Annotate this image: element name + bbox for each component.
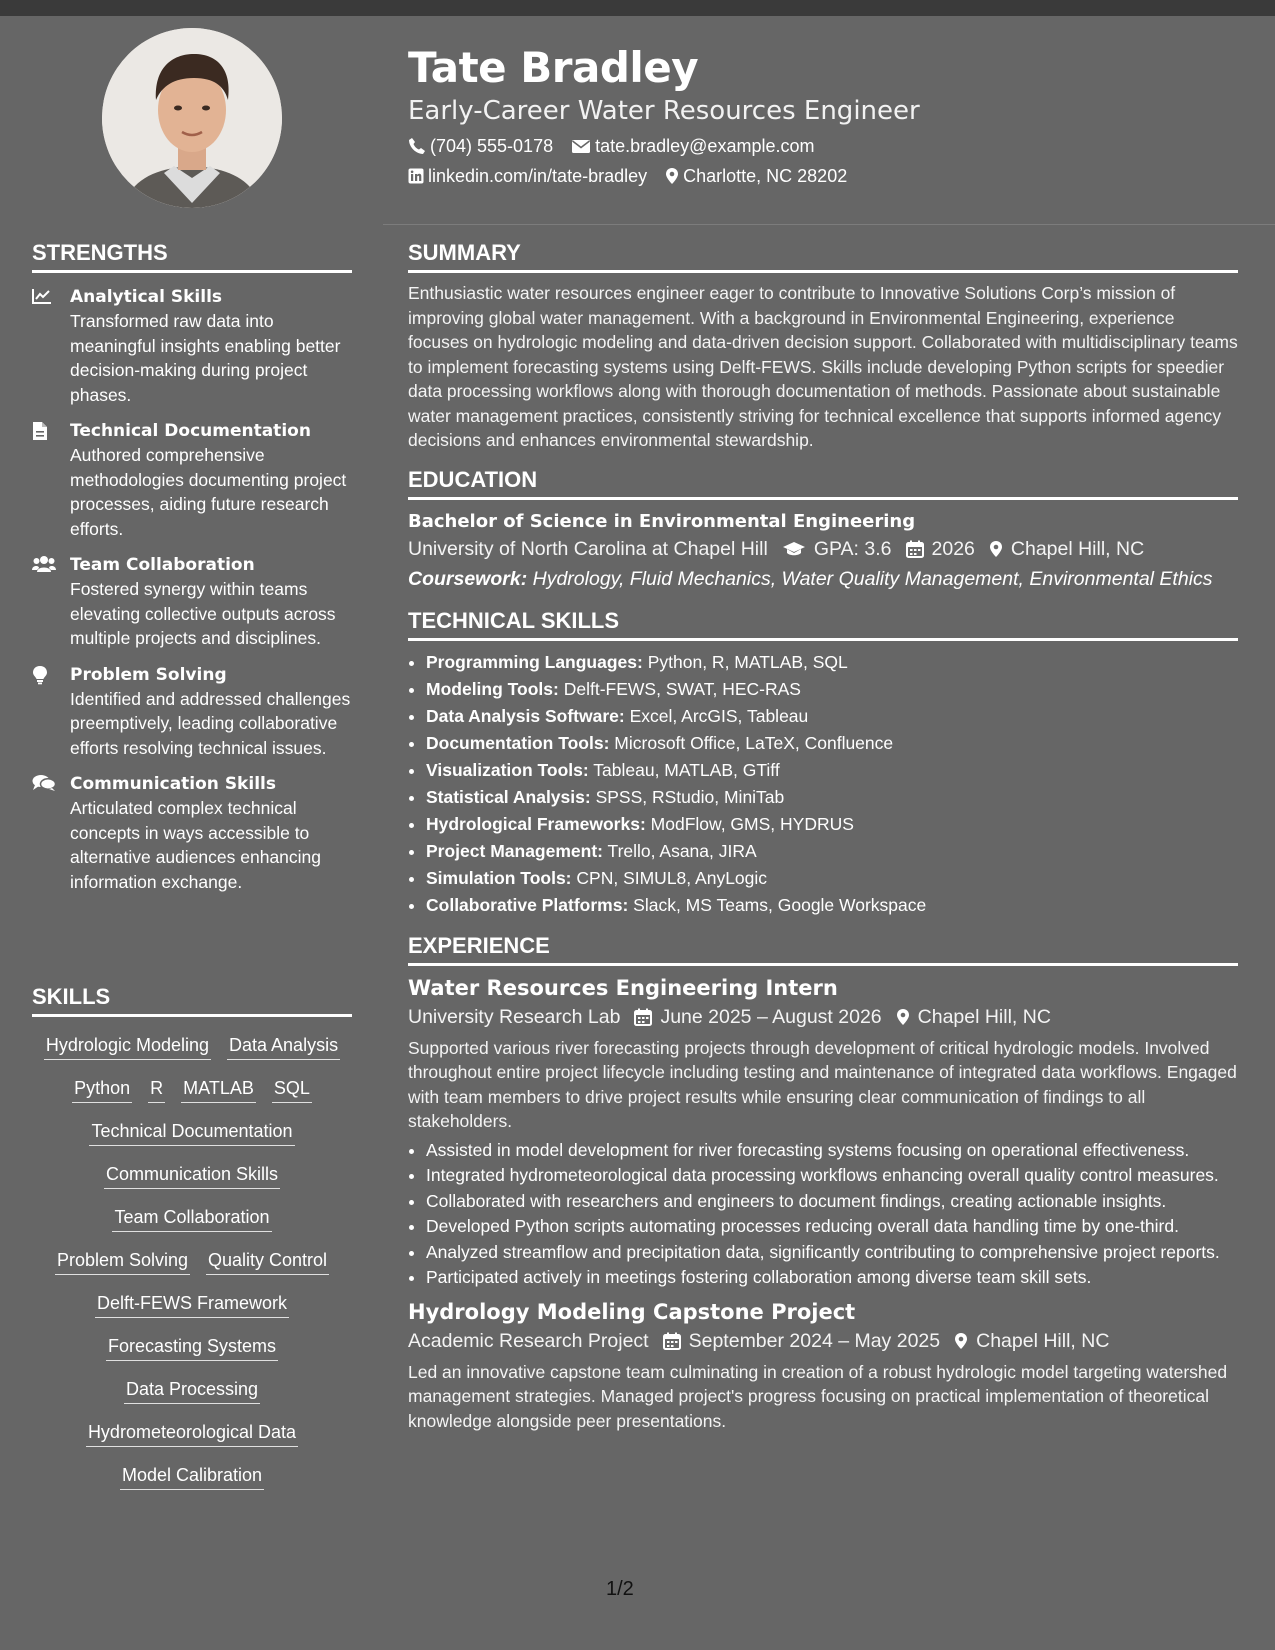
list-item: • Assisted in model development for river forecasting systems focusing on operational effectiveness. bbox=[426, 1138, 1238, 1163]
contact-phone bbox=[408, 134, 553, 158]
candidate-role: Early-Career Water Resources Engineer bbox=[408, 96, 920, 126]
skill-value: Excel, ArcGIS, Tableau bbox=[629, 705, 809, 726]
list-item bbox=[426, 757, 1238, 784]
graduation-year: 2026 bbox=[931, 537, 975, 560]
linkedin-text: linkedin.com/in/tate-bradley bbox=[428, 166, 648, 186]
calendar-icon bbox=[906, 540, 924, 558]
list-item bbox=[426, 649, 1238, 676]
document-icon bbox=[32, 419, 70, 541]
skill-label: Project Management: bbox=[426, 840, 603, 861]
strength-item bbox=[32, 663, 352, 761]
skill-chip: Forecasting Systems bbox=[106, 1334, 278, 1361]
portrait-photo bbox=[102, 28, 282, 208]
strength-item bbox=[32, 285, 352, 407]
list-item bbox=[426, 865, 1238, 892]
strength-title: Problem Solving bbox=[70, 664, 227, 685]
strength-item bbox=[32, 553, 352, 651]
education-section bbox=[408, 467, 1238, 594]
job-org: Academic Research Project bbox=[408, 1329, 649, 1352]
strength-desc: Fostered synergy within teams elevating collective outputs across multiple projects and disciplines. bbox=[70, 579, 336, 648]
users-icon bbox=[32, 553, 70, 651]
contact-location bbox=[665, 164, 847, 188]
skills-section bbox=[32, 984, 352, 1498]
strength-title: Communication Skills bbox=[70, 774, 276, 794]
coursework-label: Coursework: bbox=[408, 567, 528, 590]
list-item bbox=[426, 811, 1238, 838]
page-number: 1/2 bbox=[606, 1578, 634, 1600]
gpa-text: GPA: 3.6 bbox=[813, 537, 892, 560]
envelope-icon bbox=[571, 138, 591, 154]
contact-row-2 bbox=[408, 164, 1248, 188]
skill-chip: R bbox=[148, 1076, 165, 1103]
skill-value: Delft-FEWS, SWAT, HEC-RAS bbox=[563, 678, 801, 699]
job-org: University Research Lab bbox=[408, 1005, 621, 1028]
technical-skills-section bbox=[408, 608, 1238, 919]
skill-value: Slack, MS Teams, Google Workspace bbox=[633, 894, 927, 915]
coursework bbox=[408, 564, 1238, 594]
job-location: Chapel Hill, NC bbox=[976, 1329, 1110, 1352]
skill-chip: Problem Solving bbox=[55, 1248, 190, 1275]
skill-chip: Python bbox=[72, 1076, 132, 1103]
job-location: Chapel Hill, NC bbox=[917, 1005, 1051, 1028]
skill-chip: Team Collaboration bbox=[112, 1205, 271, 1232]
job-description: Led an innovative capstone team culminating in creation of a robust hydrologic model targeting watershed management strategies. Managed project's progress focusing on practical implementation of theoretical knowledge alongside peer presentations. bbox=[408, 1361, 1228, 1431]
skills-chips bbox=[32, 1025, 352, 1498]
degree-title: Bachelor of Science in Environmental Engineering bbox=[408, 510, 916, 532]
job-entry bbox=[408, 1298, 1238, 1434]
list-item bbox=[426, 892, 1238, 919]
education-meta bbox=[408, 534, 1238, 564]
calendar-icon bbox=[634, 1008, 652, 1026]
job-title: Hydrology Modeling Capstone Project bbox=[408, 1299, 856, 1324]
list-item: • Developed Python scripts automating processes reducing overall data handling time by one-third. bbox=[426, 1214, 1238, 1239]
candidate-name: Tate Bradley bbox=[408, 43, 699, 92]
list-item bbox=[426, 838, 1238, 865]
linkedin-icon bbox=[408, 168, 424, 184]
list-item: • Analyzed streamflow and precipitation data, significantly contributing to comprehensive project reports. bbox=[426, 1240, 1238, 1265]
skill-chip: Hydrologic Modeling bbox=[44, 1033, 211, 1060]
skill-value: Tableau, MATLAB, GTiff bbox=[593, 759, 780, 780]
skill-value: Python, R, MATLAB, SQL bbox=[647, 651, 848, 672]
lightbulb-icon bbox=[32, 663, 70, 761]
strength-title: Team Collaboration bbox=[70, 555, 255, 575]
education-title: EDUCATION bbox=[408, 467, 1238, 500]
list-item: • Participated actively in meetings fostering collaboration among diverse team skill sets. bbox=[426, 1265, 1238, 1290]
summary-text: Enthusiastic water resources engineer eager to contribute to Innovative Solutions Corp’s mission of improving global water management. With a background in Environmental Engineering, experience focuses on hydrologic modeling and data-driven decision support. Collaborated with multidisciplinary teams to implement forecasting systems using Delft-FEWS. Skills include developing Python scripts for speedier data processing workflows along with thorough documentation of methods. Passionate about sustainable water management practices, consistently striving for technical excellence that supports informed agency decisions and enhances environmental stewardship. bbox=[408, 283, 1238, 450]
job-dates: September 2024 – May 2025 bbox=[688, 1329, 941, 1352]
phone-text: (704) 555-0178 bbox=[430, 136, 554, 156]
technical-skills-list bbox=[408, 649, 1238, 919]
map-pin-icon bbox=[989, 540, 1003, 558]
strengths-section bbox=[32, 240, 352, 894]
job-entry bbox=[408, 974, 1238, 1290]
strength-title: Analytical Skills bbox=[70, 287, 223, 307]
map-pin-icon bbox=[954, 1332, 968, 1350]
graduation-cap-icon bbox=[782, 540, 806, 558]
skill-label: Visualization Tools: bbox=[426, 759, 589, 780]
strength-desc: Articulated complex technical concepts in ways accessible to alternative audiences enhancing information exchange. bbox=[70, 798, 322, 892]
skill-value: Trello, Asana, JIRA bbox=[607, 840, 757, 861]
chart-line-icon bbox=[32, 285, 70, 407]
experience-title: EXPERIENCE bbox=[408, 933, 1238, 966]
skill-label: Statistical Analysis: bbox=[426, 786, 591, 807]
skill-label: Simulation Tools: bbox=[426, 867, 572, 888]
skill-label: Programming Languages: bbox=[426, 651, 643, 672]
skill-chip: Communication Skills bbox=[104, 1162, 280, 1189]
skill-value: SPSS, RStudio, MiniTab bbox=[595, 786, 785, 807]
technical-skills-title: TECHNICAL SKILLS bbox=[408, 608, 1238, 641]
contact-email bbox=[571, 134, 814, 158]
strength-desc: Transformed raw data into meaningful insights enabling better decision-making during project phases. bbox=[70, 311, 341, 405]
job-description: Supported various river forecasting projects through development of critical hydrologic models. Involved throughout entire project lifecycle including testing and maintenance of integrated data workflows. Engaged with team members to drive project results while ensuring clear communication of findings to all stakeholders. bbox=[408, 1037, 1237, 1131]
top-bar bbox=[0, 0, 1275, 16]
skill-label: Modeling Tools: bbox=[426, 678, 559, 699]
list-item bbox=[426, 676, 1238, 703]
map-pin-icon bbox=[665, 167, 679, 185]
location-text: Charlotte, NC 28202 bbox=[683, 166, 848, 186]
resume-header bbox=[408, 42, 1248, 188]
skill-chip: Hydrometeorological Data bbox=[86, 1420, 298, 1447]
skill-chip: Delft-FEWS Framework bbox=[95, 1291, 289, 1318]
experience-section bbox=[408, 933, 1238, 1434]
skill-label: Documentation Tools: bbox=[426, 732, 610, 753]
list-item bbox=[426, 784, 1238, 811]
strength-desc: Identified and addressed challenges preemptively, leading collaborative efforts resolving technical issues. bbox=[70, 688, 351, 758]
skill-label: Data Analysis Software: bbox=[426, 705, 625, 726]
header-divider bbox=[383, 224, 1275, 225]
list-item: • Integrated hydrometeorological data processing workflows enhancing overall quality control measures. bbox=[426, 1163, 1238, 1188]
strength-title: Technical Documentation bbox=[70, 421, 311, 441]
job-bullets bbox=[408, 1138, 1238, 1290]
skill-chip: Model Calibration bbox=[120, 1463, 264, 1490]
skill-value: CPN, SIMUL8, AnyLogic bbox=[576, 867, 768, 888]
chat-icon bbox=[32, 772, 70, 894]
avatar bbox=[102, 28, 282, 208]
coursework-text: Hydrology, Fluid Mechanics, Water Quality Management, Environmental Ethics bbox=[532, 567, 1213, 590]
list-item bbox=[426, 703, 1238, 730]
skill-value: ModFlow, GMS, HYDRUS bbox=[650, 813, 854, 834]
summary-title: SUMMARY bbox=[408, 240, 1238, 273]
list-item: • Collaborated with researchers and engineers to document findings, creating actionable insights. bbox=[426, 1189, 1238, 1214]
education-location: Chapel Hill, NC bbox=[1010, 537, 1145, 560]
skill-chip: Quality Control bbox=[206, 1248, 329, 1275]
map-pin-icon bbox=[896, 1008, 910, 1026]
skill-chip: Technical Documentation bbox=[89, 1119, 294, 1146]
phone-icon bbox=[408, 137, 426, 155]
calendar-icon bbox=[663, 1332, 681, 1350]
contact-row-1 bbox=[408, 134, 1248, 158]
skill-label: Hydrological Frameworks: bbox=[426, 813, 646, 834]
skill-value: Microsoft Office, LaTeX, Confluence bbox=[614, 732, 894, 753]
school-name: University of North Carolina at Chapel Hill bbox=[408, 537, 768, 560]
list-item bbox=[426, 730, 1238, 757]
resume-page bbox=[0, 16, 1275, 1650]
strength-item bbox=[32, 419, 352, 541]
strength-desc: Authored comprehensive methodologies documenting project processes, aiding future research efforts. bbox=[70, 445, 347, 539]
job-meta bbox=[408, 1326, 1238, 1356]
skill-chip: MATLAB bbox=[181, 1076, 256, 1103]
skill-chip: Data Analysis bbox=[227, 1033, 340, 1060]
job-meta bbox=[408, 1002, 1238, 1032]
strength-item bbox=[32, 772, 352, 894]
skill-chip: Data Processing bbox=[124, 1377, 260, 1404]
summary-section bbox=[408, 240, 1238, 453]
contact-linkedin bbox=[408, 164, 647, 188]
skill-label: Collaborative Platforms: bbox=[426, 894, 629, 915]
skill-chip: SQL bbox=[272, 1076, 312, 1103]
email-text: tate.bradley@example.com bbox=[595, 136, 815, 156]
job-title: Water Resources Engineering Intern bbox=[408, 975, 838, 1000]
strengths-title: STRENGTHS bbox=[32, 240, 352, 273]
job-dates: June 2025 – August 2026 bbox=[660, 1005, 882, 1028]
right-column bbox=[408, 240, 1238, 1447]
skills-title: SKILLS bbox=[32, 984, 352, 1017]
